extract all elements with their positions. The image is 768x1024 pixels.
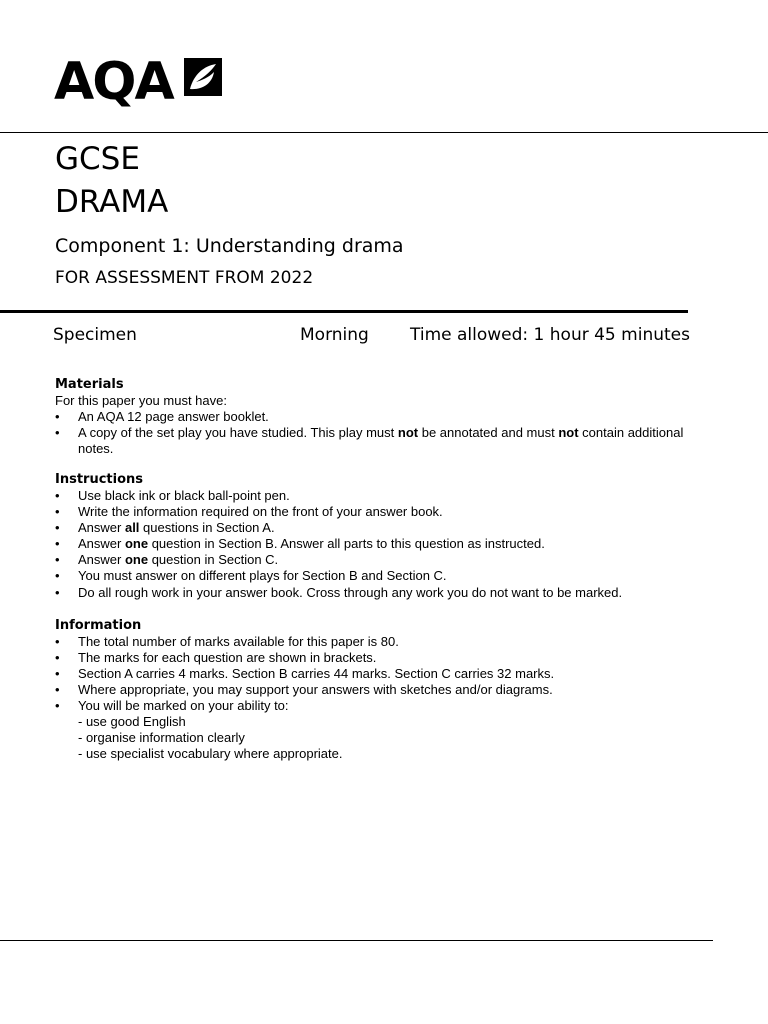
list-item bbox=[55, 666, 695, 682]
sub-item: - use specialist vocabulary where appropriate. bbox=[78, 746, 343, 761]
list-item-text: question in Section B. Answer all parts to this question as instructed. bbox=[148, 536, 545, 552]
emphasis-text: not bbox=[397, 425, 419, 440]
time-allowed: Time allowed: 1 hour 45 minutes bbox=[410, 325, 690, 345]
list-item bbox=[55, 585, 695, 601]
list-item bbox=[55, 552, 695, 568]
list-item-text: Answer bbox=[78, 536, 125, 552]
list-item bbox=[55, 425, 695, 457]
instructions-section bbox=[55, 472, 695, 601]
list-item-text: questions in Section A. bbox=[139, 520, 275, 536]
materials-list bbox=[55, 409, 695, 457]
title-block bbox=[55, 138, 404, 290]
instructions-heading: Instructions bbox=[55, 472, 144, 487]
list-item-text: Answer bbox=[78, 552, 125, 568]
list-item-text: Write the information required on the front of your answer book. bbox=[78, 504, 443, 520]
emphasis-text: one bbox=[124, 552, 149, 568]
aqa-leaf-icon bbox=[184, 58, 222, 96]
list-item bbox=[55, 520, 695, 536]
emphasis-text: all bbox=[124, 520, 140, 536]
emphasis-text: one bbox=[124, 536, 149, 552]
list-item bbox=[55, 682, 695, 698]
list-item-text: An AQA 12 page answer booklet. bbox=[78, 409, 269, 424]
list-item bbox=[55, 504, 695, 520]
list-item-text: contain additional notes. bbox=[78, 425, 684, 456]
instructions-list bbox=[55, 488, 695, 601]
list-item bbox=[55, 568, 695, 584]
materials-heading: Materials bbox=[55, 377, 124, 392]
emphasis-text: not bbox=[558, 425, 579, 440]
bottom-divider bbox=[0, 940, 713, 941]
materials-intro: For this paper you must have: bbox=[55, 393, 227, 408]
list-item-text: Answer bbox=[78, 520, 125, 536]
list-item-text: You must answer on different plays for Section B and Section C. bbox=[78, 568, 447, 584]
list-item bbox=[55, 488, 695, 504]
list-item bbox=[55, 650, 695, 666]
list-item bbox=[55, 409, 695, 425]
list-item bbox=[55, 536, 695, 552]
materials-section bbox=[55, 377, 695, 457]
list-item bbox=[55, 698, 695, 714]
information-section bbox=[55, 618, 695, 762]
paper-details-row bbox=[53, 322, 693, 348]
subject-title: DRAMA bbox=[55, 184, 169, 220]
list-item-text: The total number of marks available for this paper is 80. bbox=[78, 634, 399, 649]
list-item-text: The marks for each question are shown in brackets. bbox=[78, 650, 377, 665]
list-item-text: Where appropriate, you may support your answers with sketches and/or diagrams. bbox=[78, 682, 553, 697]
list-item-text: Section A carries 4 marks. Section B carries 44 marks. Section C carries 32 marks. bbox=[78, 666, 555, 681]
list-item-text: You will be marked on your ability to: bbox=[78, 698, 289, 713]
aqa-logo-text: AQA bbox=[54, 52, 173, 112]
list-item-text: be annotated and must bbox=[418, 425, 559, 440]
list-item-text: A copy of the set play you have studied. This play must bbox=[78, 425, 398, 440]
paper-session: Morning bbox=[300, 325, 369, 345]
list-item-text: question in Section C. bbox=[148, 552, 279, 568]
information-list bbox=[55, 634, 695, 714]
top-divider bbox=[0, 132, 768, 133]
information-heading: Information bbox=[55, 618, 142, 633]
assessment-note: FOR ASSESSMENT FROM 2022 bbox=[55, 268, 314, 288]
component-title: Component 1: Understanding drama bbox=[55, 235, 404, 257]
paper-label: Specimen bbox=[53, 325, 137, 345]
sub-item: - organise information clearly bbox=[78, 730, 245, 745]
aqa-logo bbox=[54, 52, 224, 116]
sub-item: - use good English bbox=[78, 714, 186, 729]
list-item-text: Use black ink or black ball-point pen. bbox=[78, 488, 290, 503]
list-item-text: Do all rough work in your answer book. Cross through any work you do not want to be marked. bbox=[78, 584, 623, 600]
thick-divider bbox=[0, 310, 688, 313]
list-item bbox=[55, 634, 695, 650]
qualification-title: GCSE bbox=[55, 141, 140, 177]
